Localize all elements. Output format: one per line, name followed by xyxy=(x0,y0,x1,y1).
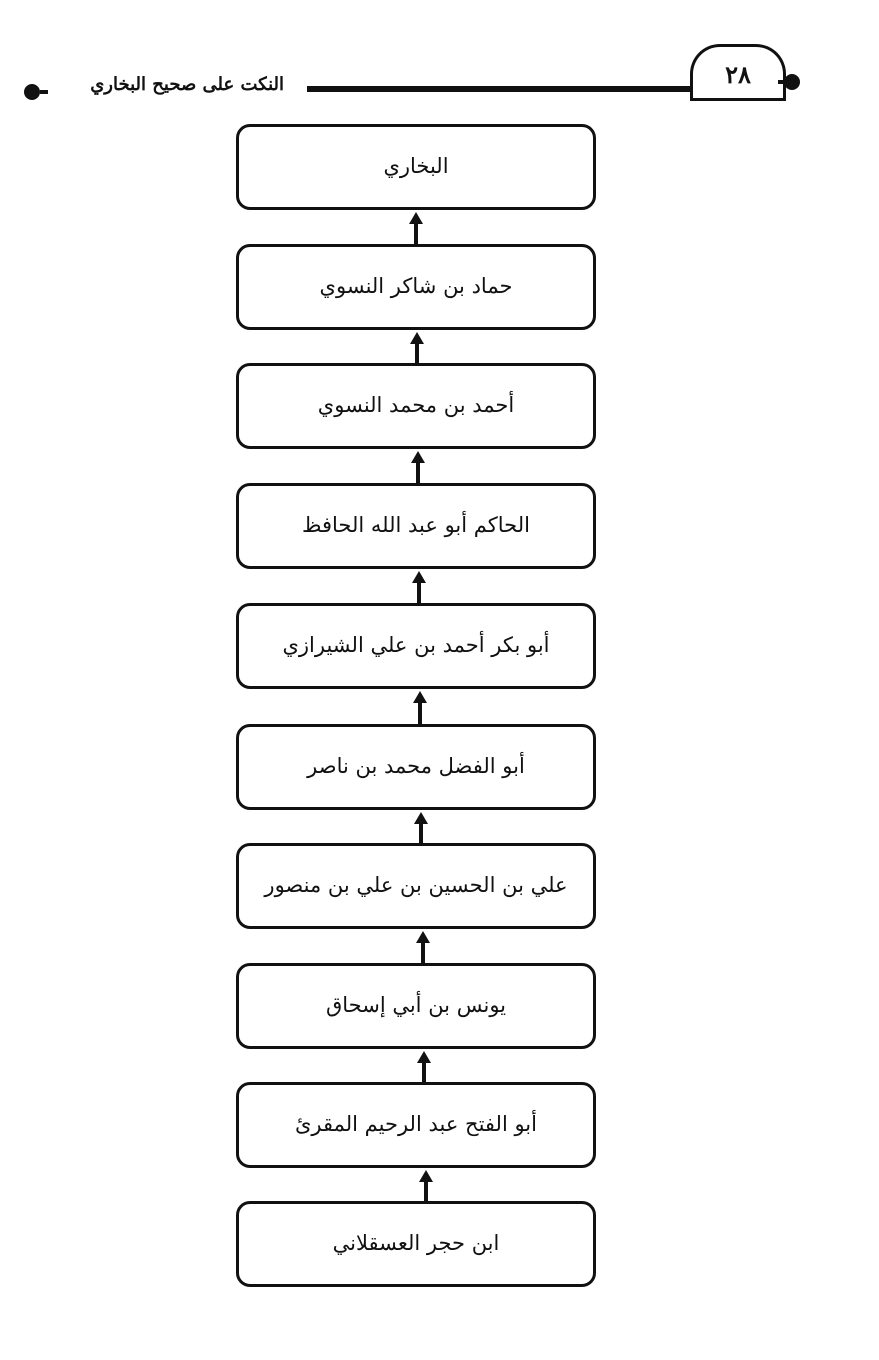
chain-node-6 xyxy=(236,724,596,810)
running-title: النكت على صحيح البخاري xyxy=(90,74,284,95)
arrow-up-icon xyxy=(410,571,428,605)
chain-node-2 xyxy=(236,244,596,330)
chain-node-label: البخاري xyxy=(383,154,449,179)
chain-node-label: أبو الفضل محمد بن ناصر xyxy=(307,754,525,779)
chain-node-10 xyxy=(236,1201,596,1287)
arrow-up-icon xyxy=(407,212,425,246)
chain-node-label: حماد بن شاكر النسوي xyxy=(319,274,513,299)
arrow-up-icon xyxy=(417,1170,435,1204)
arrow-up-icon xyxy=(415,1051,433,1085)
arrow-up-icon xyxy=(414,931,432,965)
chain-node-label: يونس بن أبي إسحاق xyxy=(325,993,507,1018)
arrow-shaft xyxy=(414,222,418,246)
arrow-shaft xyxy=(421,941,425,965)
arrow-up-icon xyxy=(412,812,430,846)
chain-node-label: أحمد بن محمد النسوي xyxy=(317,393,515,418)
chain-node-label: الحاكم أبو عبد الله الحافظ xyxy=(302,513,530,538)
chain-node-label: علي بن الحسين بن علي بن منصور xyxy=(264,873,568,898)
arrow-shaft xyxy=(416,461,420,485)
arrow-up-icon xyxy=(409,451,427,485)
chain-node-4 xyxy=(236,483,596,569)
chain-node-5 xyxy=(236,603,596,689)
arrow-up-icon xyxy=(411,691,429,725)
chain-node-1 xyxy=(236,124,596,210)
chain-node-9 xyxy=(236,1082,596,1168)
chain-node-label: أبو بكر أحمد بن علي الشيرازي xyxy=(282,633,550,658)
arrow-shaft xyxy=(418,701,422,725)
chain-node-8 xyxy=(236,963,596,1049)
arrow-shaft xyxy=(417,581,421,605)
chain-node-label: ابن حجر العسقلاني xyxy=(332,1231,500,1256)
chain-node-7 xyxy=(236,843,596,929)
chain-node-3 xyxy=(236,363,596,449)
page-number: ٢٨ xyxy=(725,60,751,89)
chain-node-label: أبو الفتح عبد الرحيم المقرئ xyxy=(294,1112,537,1137)
arrow-up-icon xyxy=(408,332,426,366)
